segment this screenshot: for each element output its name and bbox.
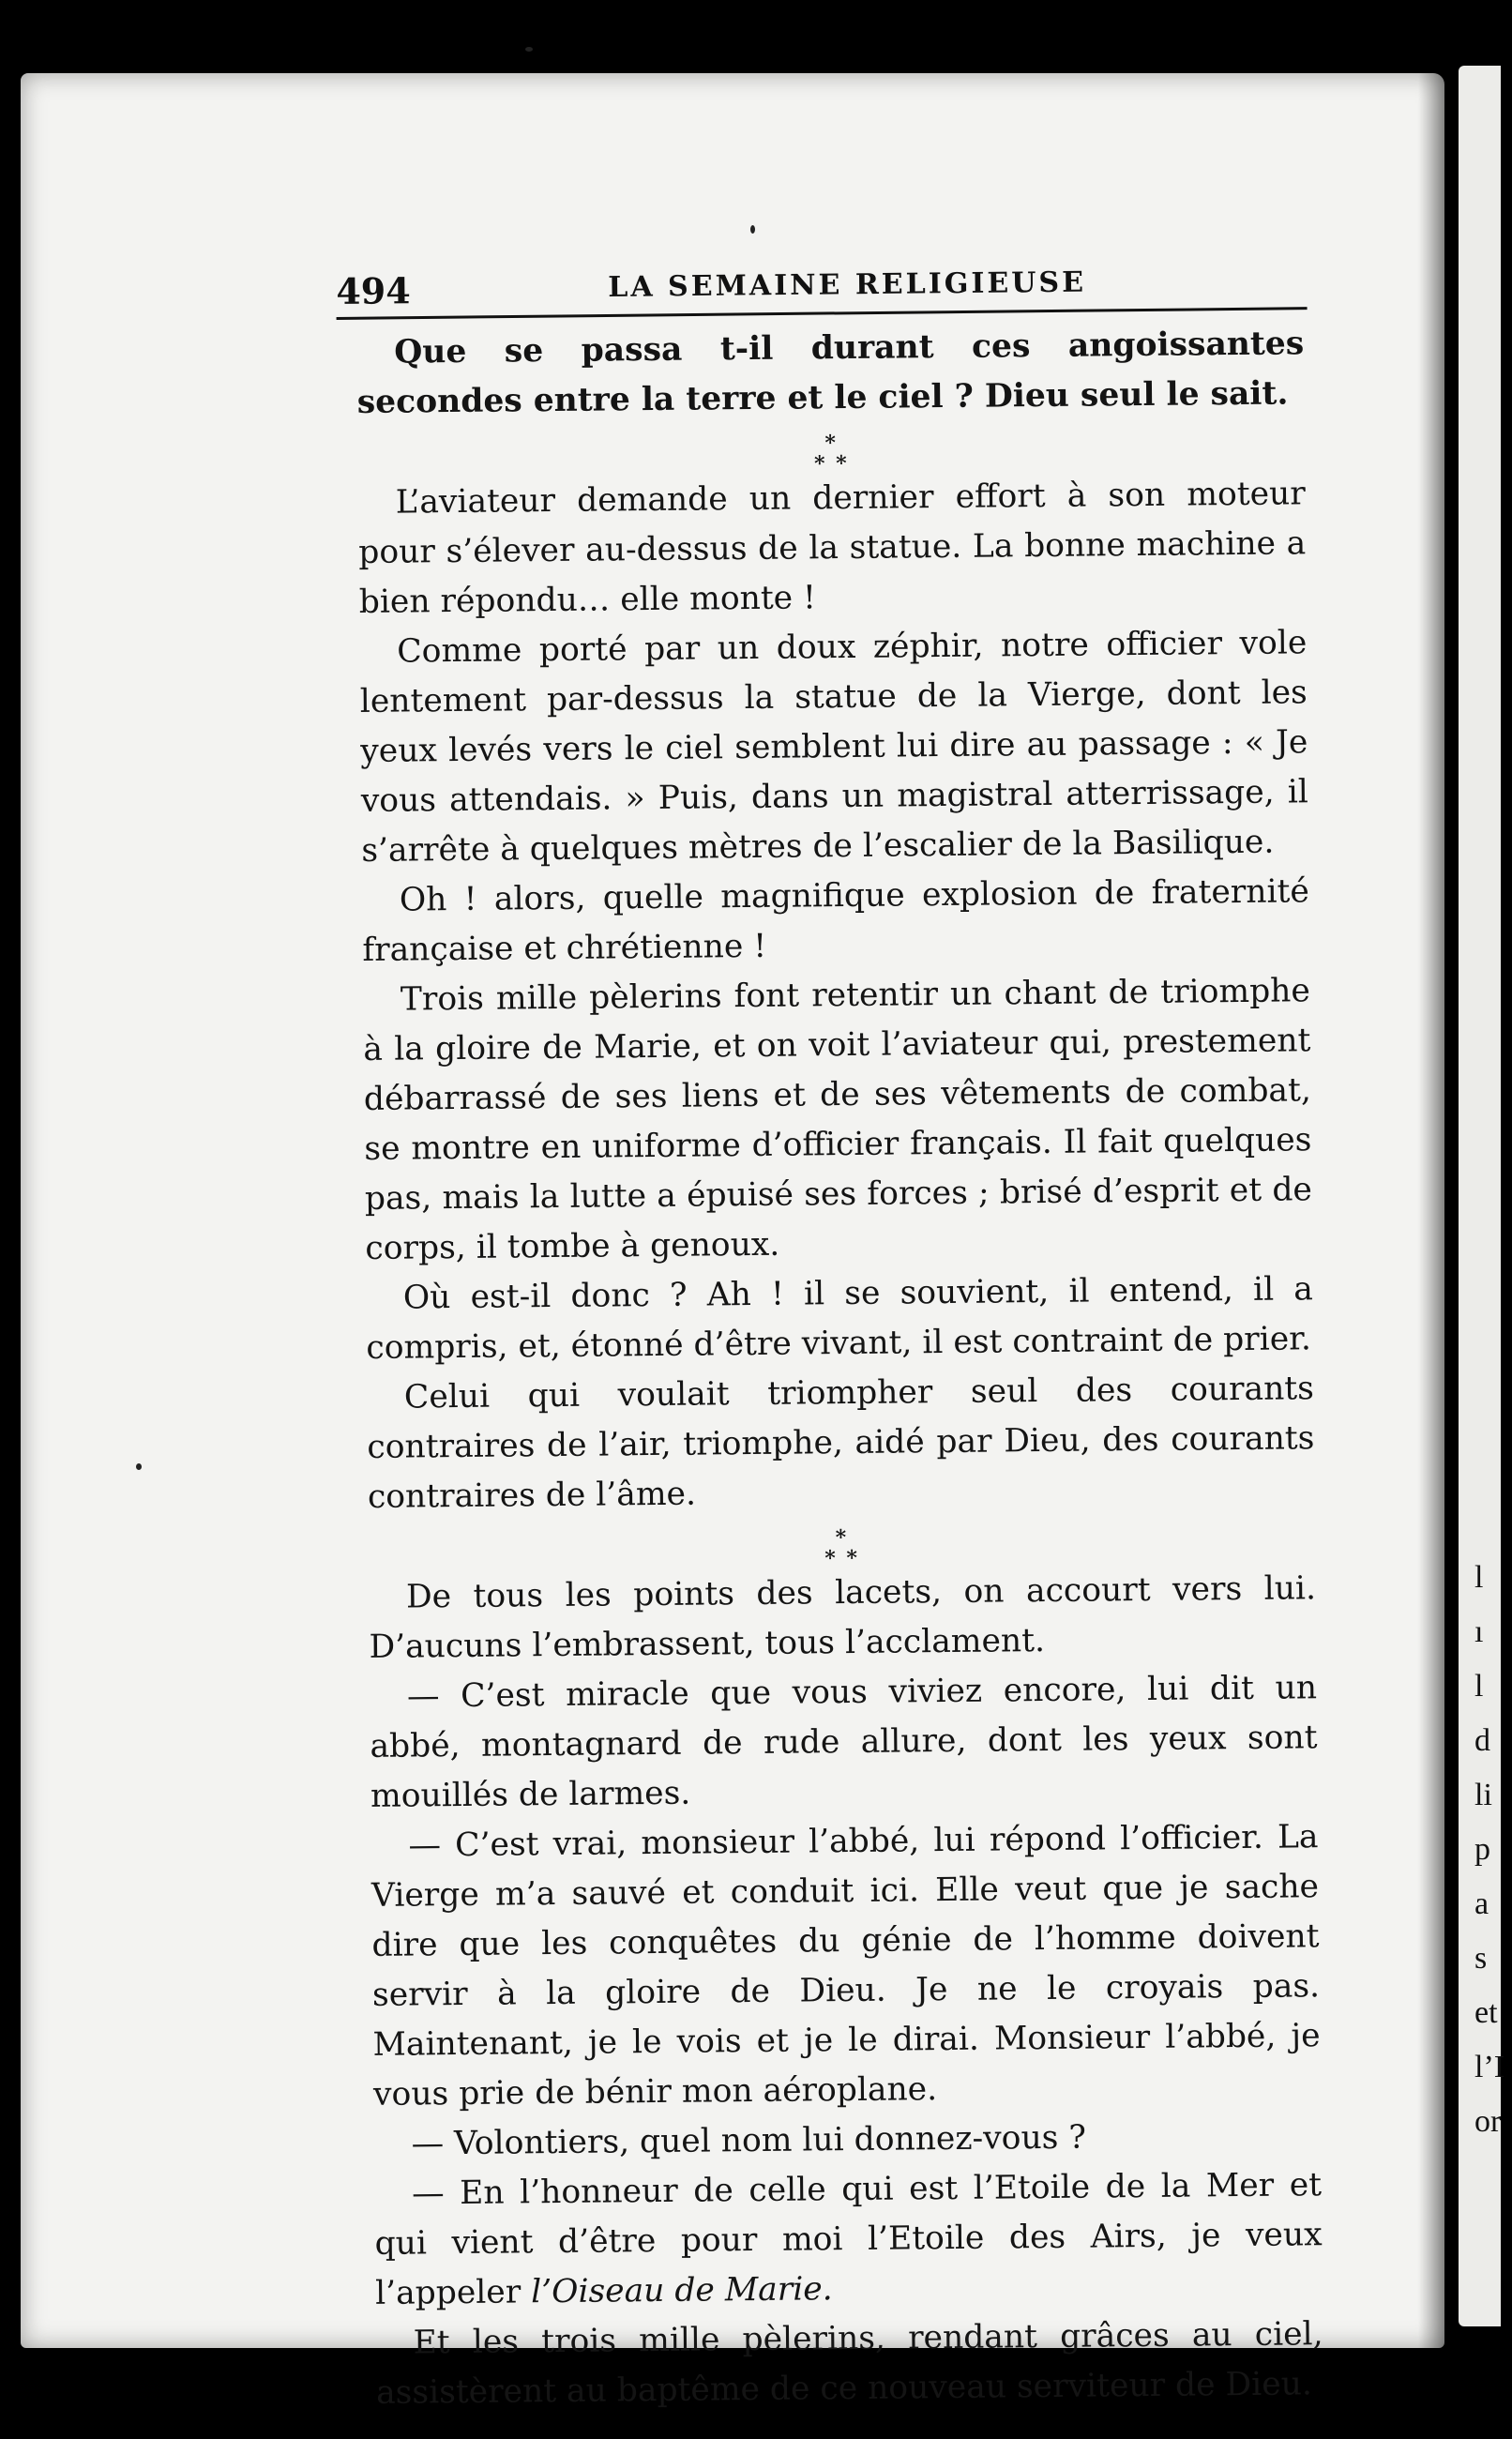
paragraph: L’aviateur demande un dernier effort à son moteur pour s’élever au-dessus de la statue. La bonne machine a bien répondu… elle monte ! [358, 475, 1307, 621]
paragraph: Où est-il donc ? Ah ! il se souvient, il entend, il a compris, et, étonné d’être vivant, il est contraint de prier. [366, 1270, 1314, 1367]
aircraft-name: l’Oiseau de Marie. [530, 2270, 833, 2311]
dialogue-paragraph: — C’est vrai, monsieur l’abbé, lui répond l’officier. La Vierge m’a sauvé et conduit ici. Elle veut que je sache dire que les conquêtes du génie de l’homme doivent servir à la gloire de Dieu. Je ne le croyais pas. Maintenant, je le vois et je le dirai. Monsieur l’abbé, je vous prie de bénir mon aéroplane. [370, 1818, 1321, 2113]
running-head: LA SEMAINE RELIGIEUSE [608, 265, 1087, 304]
paragraph: Oh ! alors, quelle magnifique explosion de fraternité française et chrétienne ! [362, 872, 1310, 969]
dialogue-paragraph: — C’est miracle que vous viviez encore, lui dit un abbé, montagnard de rude allure, dont les yeux sont mouillés de larmes. [370, 1669, 1318, 1815]
paragraph: Et les trois mille pèlerins, rendant grâces au ciel, assistèrent au baptême de ce nouveau serviteur de Dieu. [375, 2315, 1323, 2412]
ink-speck [750, 225, 755, 234]
page-header [336, 254, 1308, 320]
section-break-asterism: * * * [824, 1525, 860, 1571]
dialogue-paragraph [374, 2160, 1323, 2319]
paragraph: Celui qui voulait triompher seul des courants contraires de l’air, triomphe, aidé par Dieu, des courants contraires de l’âme. [367, 1370, 1315, 1516]
page-number: 494 [336, 269, 411, 312]
ink-speck [525, 47, 533, 52]
paragraph: Comme porté par un doux zéphir, notre officier vole lentement par-dessus la statue de la Vierge, dont les yeux levés vers le ciel semblent lui dire au passage : « Je vous attendais. » Puis, dans un magistral atterrissage, il s’arrête à quelques mètres de l’escalier de la Basilique. [359, 624, 1308, 870]
body-text [356, 319, 1323, 2418]
dialogue-paragraph: — Volontiers, quel nom lui donnez-vous ? [411, 2118, 1087, 2163]
paragraph: De tous les points des lacets, on accourt vers lui. D’aucuns l’embrassent, tous l’acclament. [369, 1569, 1317, 1666]
adjacent-page-fragment: l ı l d li p a s et l’I or [1474, 1560, 1505, 2139]
ink-speck [136, 1463, 142, 1470]
section-break-asterism: * * * [813, 431, 849, 477]
paragraph: Que se passa t-il durant ces angoissantes secondes entre la terre et le ciel ? Dieu seul le sait. [356, 325, 1305, 421]
paragraph-text: — En l’honneur de celle qui est l’Etoile de la Mer et qui vient d’être pour moi l’Etoile des Airs, je veux l’appeler [374, 2166, 1323, 2312]
paragraph: Trois mille pèlerins font retentir un chant de triomphe à la gloire de Marie, et on voit l’aviateur qui, prestement débarrassé de ses liens et de ses vêtements de combat, se montre en uniforme d’officier français. Il fait quelques pas, mais la lutte a épuisé ses forces ; brisé d’esprit et de corps, il tombe à genoux. [363, 972, 1313, 1267]
